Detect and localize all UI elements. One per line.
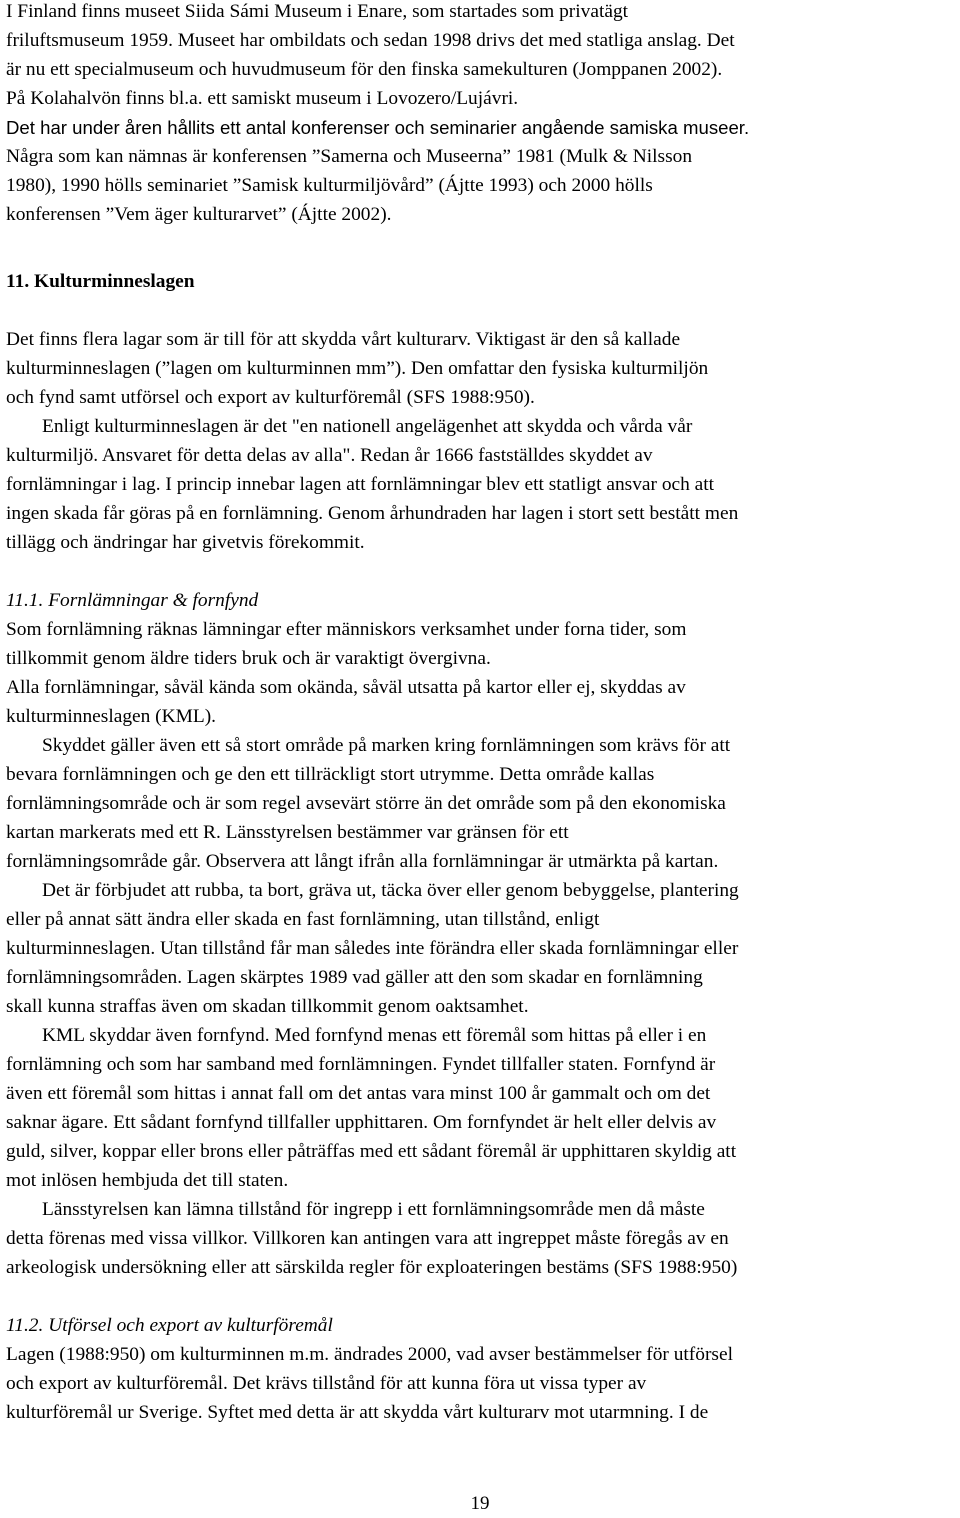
text-line: saknar ägare. Ett sådant fornfynd tillfaller upphittaren. Om fornfyndet är helt eller delvis av (6, 1112, 717, 1133)
text-line: friluftsmuseum 1959. Museet har ombildats och sedan 1998 drivs det med statliga anslag. Det (6, 30, 735, 51)
text-line: Det är förbjudet att rubba, ta bort, gräva ut, täcka över eller genom bebyggelse, plantering (42, 880, 739, 901)
section-11-1-paragraph-2 (6, 673, 956, 731)
text-line: fornlämningsområden. Lagen skärptes 1989 vad gäller att den som skadar en fornlämning (6, 967, 703, 988)
spacer (6, 1282, 956, 1311)
text-line: skall kunna straffas även om skadan tillkommit genom oaktsamhet. (6, 996, 529, 1017)
spacer (6, 296, 956, 325)
text-line: Det har under åren hållits ett antal konferenser och seminarier angående samiska museer. (6, 117, 750, 138)
text-line: bevara fornlämningen och ge den ett tillräckligt stort utrymme. Detta område kallas (6, 764, 655, 785)
spacer (6, 229, 956, 267)
intro-paragraph (6, 0, 956, 229)
text-line: Några som kan nämnas är konferensen ”Samerna och Museerna” 1981 (Mulk & Nilsson (6, 146, 693, 167)
text-line: Alla fornlämningar, såväl kända som okända, såväl utsatta på kartor eller ej, skyddas av (6, 677, 686, 698)
section-11-1-paragraph-1 (6, 615, 956, 673)
text-line: även ett föremål som hittas i annat fall om det antas vara minst 100 år gammalt och om det (6, 1083, 711, 1104)
section-11-paragraph-2 (6, 412, 956, 557)
text-line: kulturföremål ur Sverige. Syftet med detta är att skydda vårt kulturarv mot utarmning. I de (6, 1402, 709, 1423)
section-11-2-paragraph-1 (6, 1340, 956, 1427)
document-page (6, 0, 956, 1427)
text-line: I Finland finns museet Siida Sámi Museum i Enare, som startades som privatägt (6, 1, 629, 22)
section-heading: 11. Kulturminneslagen (6, 271, 195, 292)
text-line: fornlämning och som har samband med fornlämningen. Fyndet tillfaller staten. Fornfynd är (6, 1054, 716, 1075)
text-line: Det finns flera lagar som är till för att skydda vårt kulturarv. Viktigast är den så kallade (6, 329, 681, 350)
text-line: guld, silver, koppar eller brons eller påträffas med ett sådant föremål är upphittaren skyldig att (6, 1141, 737, 1162)
text-line: kulturminneslagen (”lagen om kulturminnen mm”). Den omfattar den fysiska kulturmiljön (6, 358, 709, 379)
text-line: konferensen ”Vem äger kulturarvet” (Ájtte 2002). (6, 204, 392, 225)
text-line: fornlämningar i lag. I princip innebar lagen att fornlämningar blev ett statligt ansvar och att (6, 474, 715, 495)
section-11-1-paragraph-6 (6, 1195, 956, 1282)
text-line: KML skyddar även fornfynd. Med fornfynd menas ett föremål som hittas på eller i en (42, 1025, 707, 1046)
section-11-paragraph-1 (6, 325, 956, 412)
section-11-1-paragraph-5 (6, 1021, 956, 1195)
text-line: och fynd samt utförsel och export av kulturföremål (SFS 1988:950). (6, 387, 535, 408)
text-line: tillkommit genom äldre tiders bruk och är varaktigt övergivna. (6, 648, 491, 669)
text-line: kulturmiljö. Ansvaret för detta delas av alla". Redan år 1666 fastställdes skyddet av (6, 445, 653, 466)
subsection-heading: 11.1. Fornlämningar & fornfynd (6, 590, 259, 611)
text-line: kulturminneslagen. Utan tillstånd får man således inte förändra eller skada fornlämningar eller (6, 938, 739, 959)
text-line: Som fornlämning räknas lämningar efter människors verksamhet under forna tider, som (6, 619, 687, 640)
section-11-1-paragraph-4 (6, 876, 956, 1021)
text-line: Enligt kulturminneslagen är det "en nationell angelägenhet att skydda och vårda vår (42, 416, 693, 437)
text-line: Länsstyrelsen kan lämna tillstånd för ingrepp i ett fornlämningsområde men då måste (42, 1199, 705, 1220)
text-line: kartan markerats med ett R. Länsstyrelsen bestämmer var gränsen för ett (6, 822, 569, 843)
text-line: Skyddet gäller även ett så stort område på marken kring fornlämningen som krävs för att (42, 735, 731, 756)
text-line: ingen skada får göras på en fornlämning. Genom århundraden har lagen i stort sett bestått men (6, 503, 739, 524)
text-line: eller på annat sätt ändra eller skada en fast fornlämning, utan tillstånd, enligt (6, 909, 600, 930)
text-line: och export av kulturföremål. Det krävs tillstånd för att kunna föra ut vissa typer av (6, 1373, 647, 1394)
text-line: tillägg och ändringar har givetvis förekommit. (6, 532, 365, 553)
text-line: fornlämningsområde och är som regel avsevärt större än det område som på den ekonomiska (6, 793, 726, 814)
spacer (6, 557, 956, 586)
text-line: På Kolahalvön finns bl.a. ett samiskt museum i Lovozero/Lujávri. (6, 88, 519, 109)
page-number: 19 (470, 1493, 490, 1514)
text-line: kulturminneslagen (KML). (6, 706, 217, 727)
text-line: fornlämningsområde går. Observera att långt ifrån alla fornlämningar är utmärkta på kartan. (6, 851, 719, 872)
text-line: är nu ett specialmuseum och huvudmuseum för den finska samekulturen (Jomppanen 2002). (6, 59, 723, 80)
section-11-1-paragraph-3 (6, 731, 956, 876)
text-line: Lagen (1988:950) om kulturminnen m.m. ändrades 2000, vad avser bestämmelser för utförsel (6, 1344, 733, 1365)
text-line: mot inlösen hembjuda det till staten. (6, 1170, 289, 1191)
text-line: detta förenas med vissa villkor. Villkoren kan antingen vara att ingreppet måste föregås av en (6, 1228, 729, 1249)
text-line: arkeologisk undersökning eller att särskilda regler för exploateringen bestäms (SFS 1988:950) (6, 1257, 738, 1278)
subsection-heading: 11.2. Utförsel och export av kulturföremål (6, 1315, 333, 1336)
text-line: 1980), 1990 hölls seminariet ”Samisk kulturmiljövård” (Ájtte 1993) och 2000 hölls (6, 175, 653, 196)
